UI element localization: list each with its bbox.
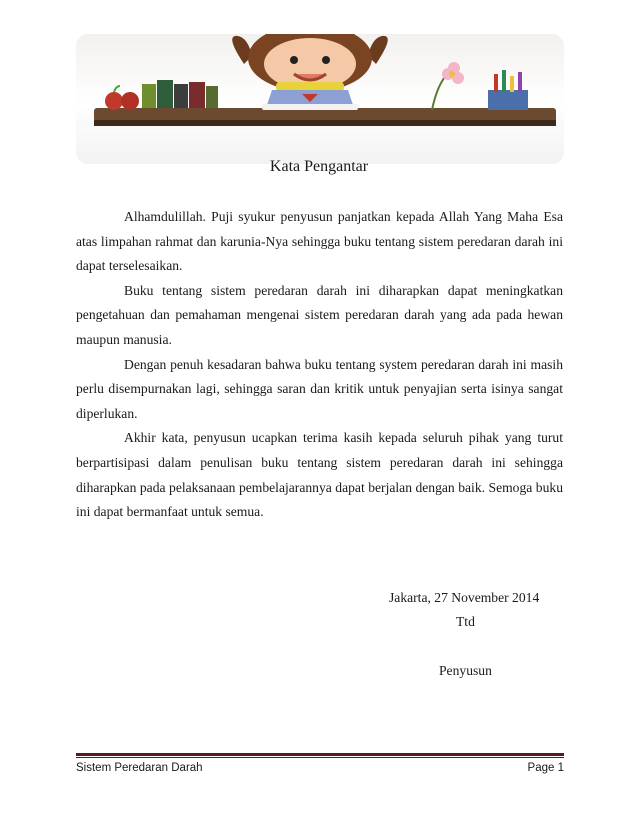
paragraph: Buku tentang sistem peredaran darah ini diharapkan dapat meningkatkan pengetahuan dan pemahaman mengenai sistem peredaran darah yang ada pada hewan maupun manusia. xyxy=(76,282,563,347)
girl-illustration xyxy=(232,34,388,110)
books-icon xyxy=(142,80,218,108)
signature-place-date: Jakarta, 27 November 2014 xyxy=(389,590,540,605)
footer-divider xyxy=(76,753,564,756)
header-illustration xyxy=(76,34,564,164)
footer-book-title: Sistem Peredaran Darah xyxy=(76,762,203,774)
page-number: Page 1 xyxy=(527,762,564,774)
shelf xyxy=(94,108,556,122)
footer-divider-thin xyxy=(76,757,564,758)
paragraph: Dengan penuh kesadaran bahwa buku tentang system peredaran darah ini masih perlu disempurnakan lagi, sehingga saran dan kritik untuk penyajian serta isinya sangat diperlukan. xyxy=(76,356,563,421)
apples-icon xyxy=(105,86,139,110)
paragraph: Akhir kata, penyusun ucapkan terima kasih kepada seluruh pihak yang turut berpartisipasi dalam penulisan buku tentang sistem peredaran darah ini sehingga diharapkan pada pelaksanaan pembelajarannya dapat berjalan dengan baik. Semoga buku ini dapat bermanfaat untuk semua. xyxy=(76,430,563,520)
signature-ttd: Ttd xyxy=(456,614,475,629)
signature-author: Penyusun xyxy=(439,663,492,678)
flower-icon xyxy=(432,62,464,110)
page-title: Kata Pengantar xyxy=(269,158,369,175)
preface-body xyxy=(76,205,563,525)
pencil-cup-icon xyxy=(488,70,528,110)
paragraph: Alhamdulillah. Puji syukur penyusun panjatkan kepada Allah Yang Maha Esa atas limpahan rahmat dan karunia-Nya sehingga buku tentang sistem peredaran darah ini dapat terselesaikan. xyxy=(76,209,563,274)
